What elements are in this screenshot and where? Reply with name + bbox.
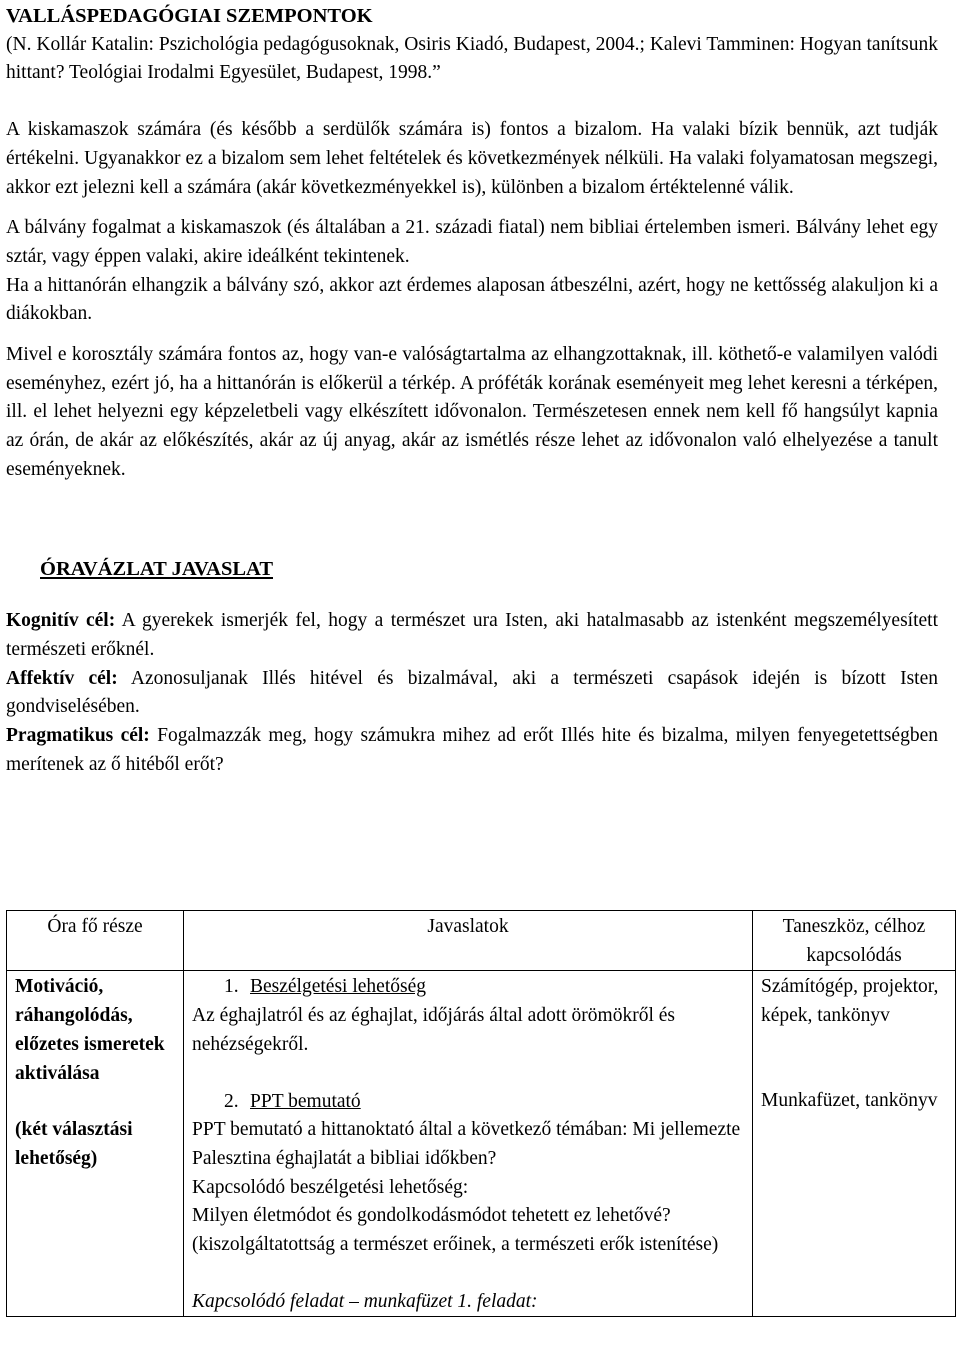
goal-text: Azonosuljanak Illés hitével és bizalmával, aki a természeti csapások idején is bízott Isten gondviselésében. xyxy=(6,667,939,718)
goal-label: Affektív cél: xyxy=(6,667,118,689)
document-page xyxy=(6,2,938,779)
tools-cell xyxy=(753,971,956,1317)
section-heading: VALLÁSPEDAGÓGIAI SZEMPONTOK xyxy=(6,5,373,27)
goal-label: Pragmatikus cél: xyxy=(6,725,150,747)
header-cell: Óra fő része xyxy=(7,911,184,971)
lesson-plan-title: ÓRAVÁZLAT JAVASLAT xyxy=(40,557,273,580)
list-item xyxy=(192,973,744,1002)
tools-text: Munkafüzet, tankönyv xyxy=(761,1089,938,1111)
lesson-plan-table xyxy=(6,910,956,1317)
task-reference: Kapcsolódó feladat – munkafüzet 1. feladat: xyxy=(192,1290,538,1312)
header-cell: Taneszköz, célhoz kapcsolódás xyxy=(753,911,956,971)
table-header-row xyxy=(7,911,956,971)
goal-cognitive xyxy=(6,607,938,664)
paragraph-trust: A kiskamaszok számára (és később a serdülők számára is) fontos a bizalom. Ha valaki bízik bennük, azt tudják értékelni. Ugyanakkor ez a bizalom sem lehet feltételek és következmények nélküli. Ha valaki folyamatosan megszegi, akkor ezt jelezni kell a számára (akár következményekkel is), különben a bizalom értéktelenné válik. xyxy=(6,119,938,198)
header-cell: Javaslatok xyxy=(184,911,753,971)
goal-label: Kognitív cél: xyxy=(6,610,116,632)
item-title: PPT bemutató xyxy=(250,1090,361,1112)
lesson-part-cell xyxy=(7,971,184,1317)
lesson-part-note: (két választási lehetőség) xyxy=(15,1119,133,1169)
goal-text: A gyerekek ismerjék fel, hogy a természet ura Isten, aki hatalmasabb az istenként megszemélyesített természeti erőknél. xyxy=(6,610,938,660)
paragraph-idol-1: A bálvány fogalmat a kiskamaszok (és általában a 21. századi fiatal) nem bibliai értelemben ismeri. Bálvány lehet egy sztár, vagy éppen valaki, akire ideálként tekintenek. xyxy=(6,217,938,267)
suggestions-cell xyxy=(184,971,753,1317)
item-sub-label: Kapcsolódó beszélgetési lehetőség: xyxy=(192,1176,469,1198)
item-number: 1. xyxy=(224,976,239,998)
list-item xyxy=(192,1088,744,1117)
goal-pragmatic xyxy=(6,722,938,779)
item-text: Az éghajlatról és az éghajlat, időjárás által adott örömökről és nehézségekről. xyxy=(192,1005,675,1055)
tools-text: Számítógép, projektor, képek, tankönyv xyxy=(761,976,939,1027)
lesson-part-label: Motiváció, ráhangolódás, előzetes ismeretek aktiválása xyxy=(15,976,165,1084)
paragraph-idol-2: Ha a hittanórán elhangzik a bálvány szó, akkor azt érdemes alaposan átbeszélni, azért, hogy ne kettősség alakuljon ki a diákokban. xyxy=(6,274,938,325)
table-row xyxy=(7,971,956,1317)
item-sub-text: Milyen életmódot és gondolkodásmódot tehetett ez lehetővé? (kiszolgáltatottság a természet erőinek, a természeti erők istenítése) xyxy=(192,1205,719,1256)
item-title: Beszélgetési lehetőség xyxy=(250,976,426,998)
source-citation: (N. Kollár Katalin: Pszichológia pedagógusoknak, Osiris Kiadó, Budapest, 2004.; Kalevi Tamminen: Hogyan tanítsunk hittant? Teológiai Irodalmi Egyesület, Budapest, 1998.” xyxy=(6,33,938,84)
goal-text: Fogalmazzák meg, hogy számukra mihez ad erőt Illés hite és bizalma, milyen fenyegetettségben merítenek az ő hitéből erőt? xyxy=(6,725,938,775)
goal-affective xyxy=(6,665,938,722)
paragraph-map: Mivel e korosztály számára fontos az, hogy van-e valóságtartalma az elhangzottaknak, ill. köthető-e valamilyen valódi eseményhez, ezért jó, ha a hittanórán is előkerül a térkép. A próféták korának eseményeit meg lehet keresni a térképen, ill. el lehet helyezni egy képzeletbeli vagy elkészített idővonalon. Természetesen ennek nem kell fő hangsúlyt kapnia az órán, de akár az előkészítés, akár az új anyag, akár az ismétlés része lehet az idővonalon való elhelyezése a tanult eseményeknek. xyxy=(6,344,938,480)
item-number: 2. xyxy=(224,1090,239,1112)
item-text: PPT bemutató a hittanoktató által a következő témában: Mi jellemezte Palesztina éghajlatát a bibliai időkben? xyxy=(192,1119,741,1169)
